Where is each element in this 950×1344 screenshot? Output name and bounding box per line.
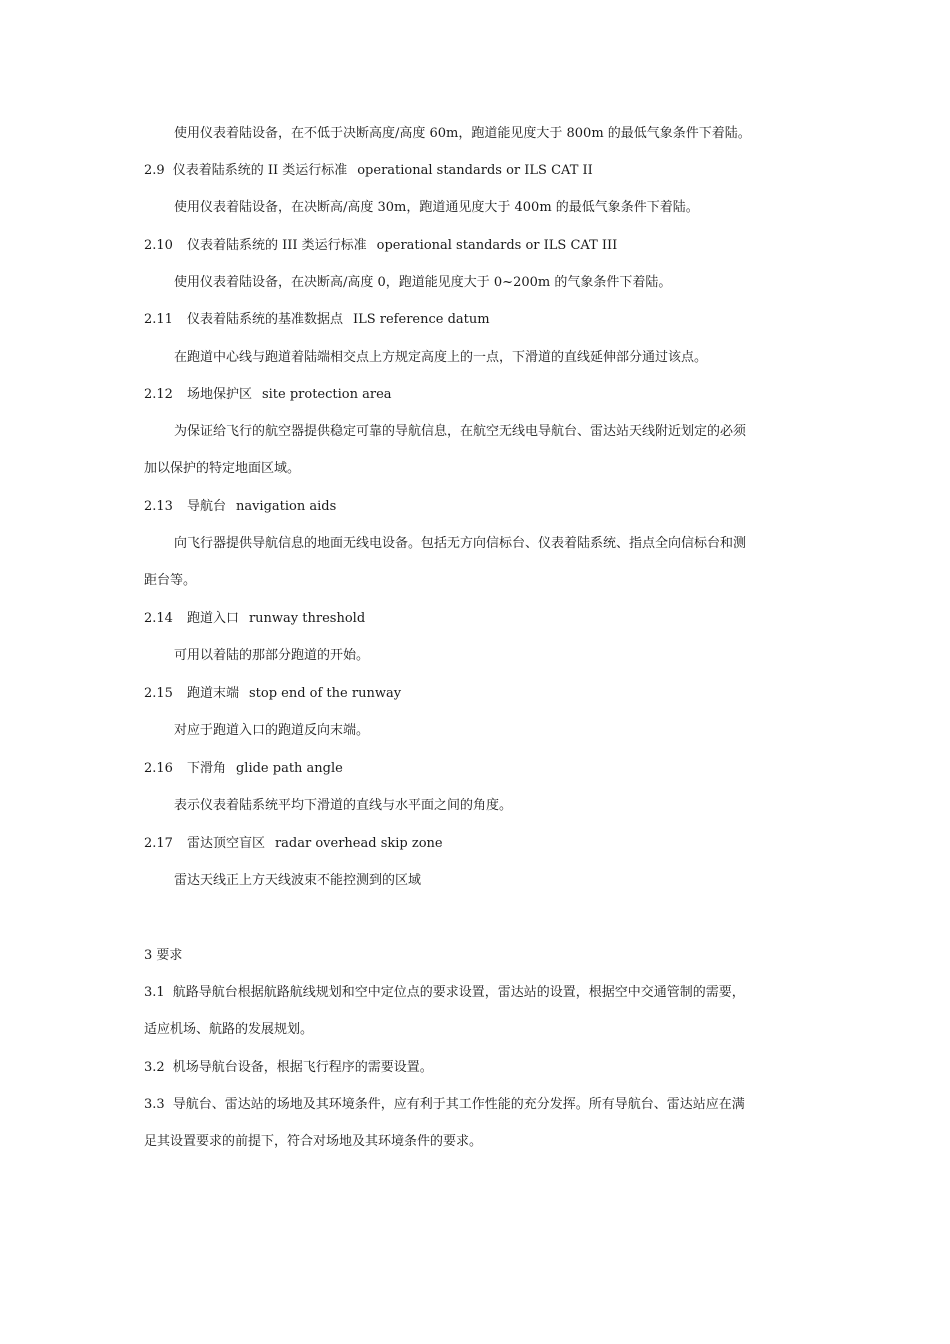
item-3-1-line2 — [144, 1022, 313, 1038]
term-title-zh: 仪表着陆系统的 III 类运行标准 — [186, 238, 367, 253]
term-number: 2.11 — [144, 312, 173, 327]
definition-text: 加以保护的特定地面区域。 — [144, 461, 301, 476]
definition-text: 表示仪表着陆系统平均下滑道的直线与水平面之间的角度。 — [174, 798, 513, 813]
term-title-en: site protection area — [261, 387, 392, 402]
item-number: 3.1 — [144, 985, 165, 1000]
section-heading-text: 3 要求 — [144, 948, 183, 963]
item-text: 机场导航台设备，根据飞行程序的需要设置。 — [172, 1060, 433, 1075]
definition-text: 使用仪表着陆设备，在决断高/高度 30m，跑道通见度大于 400m 的最低气象条件下着陆。 — [174, 200, 699, 215]
definition-text: 使用仪表着陆设备，在决断高/高度 0，跑道能见度大于 0~200m 的气象条件下着陆。 — [174, 275, 672, 290]
definition-text: 距台等。 — [144, 573, 197, 588]
item-3-3-line2 — [144, 1134, 482, 1150]
definition-text: 向飞行器提供导航信息的地面无线电设备。包括无方向信标台、仪表着陆系统、指点全向信标台和测 — [174, 536, 747, 551]
intro-paragraph — [174, 126, 751, 142]
definition-text: 为保证给飞行的航空器提供稳定可靠的导航信息，在航空无线电导航台、雷达站天线附近划定的必须 — [174, 424, 747, 439]
term-title-en: runway threshold — [248, 611, 366, 626]
term-heading-2-10 — [144, 238, 617, 254]
term-definition-2-15 — [174, 723, 369, 739]
term-definition-2-17 — [174, 873, 421, 889]
definition-text: 雷达天线正上方天线波束不能控测到的区域 — [174, 873, 422, 888]
item-text: 足其设置要求的前提下，符合对场地及其环境条件的要求。 — [144, 1134, 483, 1149]
term-definition-2-16 — [174, 798, 512, 814]
definition-text: 在跑道中心线与跑道着陆端相交点上方规定高度上的一点，下滑道的直线延伸部分通过该点。 — [174, 350, 708, 365]
term-definition-2-13-line2 — [144, 573, 196, 589]
term-number: 2.15 — [144, 686, 173, 701]
term-number: 2.9 — [144, 163, 165, 178]
term-definition-2-12-line1 — [174, 424, 746, 440]
item-3-3-line1 — [144, 1097, 745, 1113]
definition-text: 可用以着陆的那部分跑道的开始。 — [174, 648, 370, 663]
term-heading-2-11 — [144, 312, 490, 328]
term-number: 2.14 — [144, 611, 173, 626]
item-number: 3.3 — [144, 1097, 165, 1112]
term-title-zh: 仪表着陆系统的基准数据点 — [186, 312, 343, 327]
term-number: 2.17 — [144, 836, 173, 851]
item-number: 3.2 — [144, 1060, 165, 1075]
term-title-zh: 雷达顶空盲区 — [186, 836, 265, 851]
term-title-zh: 跑道末端 — [186, 686, 239, 701]
term-definition-2-9 — [174, 200, 699, 216]
item-3-1-line1 — [144, 985, 745, 1001]
term-heading-2-13 — [144, 499, 336, 515]
term-definition-2-13-line1 — [174, 536, 746, 552]
term-title-en: operational standards or ILS CAT II — [357, 163, 593, 178]
term-definition-2-10 — [174, 275, 671, 291]
term-heading-2-15 — [144, 686, 401, 702]
item-3-2 — [144, 1060, 433, 1076]
term-heading-2-17 — [144, 836, 443, 852]
term-title-en: operational standards or ILS CAT III — [376, 238, 618, 253]
term-title-zh: 导航台 — [186, 499, 226, 514]
term-number: 2.10 — [144, 238, 173, 253]
term-definition-2-14 — [174, 648, 369, 664]
term-number: 2.13 — [144, 499, 173, 514]
term-title-en: navigation aids — [235, 499, 337, 514]
term-heading-2-12 — [144, 387, 392, 403]
term-title-zh: 仪表着陆系统的 II 类运行标准 — [172, 163, 348, 178]
term-title-en: glide path angle — [235, 761, 343, 776]
term-title-en: radar overhead skip zone — [274, 836, 443, 851]
term-title-zh: 场地保护区 — [186, 387, 252, 402]
term-heading-2-9 — [144, 163, 593, 179]
term-title-zh: 跑道入口 — [186, 611, 239, 626]
intro-text: 使用仪表着陆设备，在不低于决断高度/高度 60m，跑道能见度大于 800m 的最低气象条件下着陆。 — [174, 126, 751, 141]
term-number: 2.16 — [144, 761, 173, 776]
term-number: 2.12 — [144, 387, 173, 402]
section-3-heading — [144, 948, 182, 964]
term-heading-2-14 — [144, 611, 365, 627]
term-heading-2-16 — [144, 761, 343, 777]
term-definition-2-12-line2 — [144, 461, 300, 477]
item-text: 适应机场、航路的发展规划。 — [144, 1022, 314, 1037]
term-title-en: stop end of the runway — [248, 686, 402, 701]
definition-text: 对应于跑道入口的跑道反向末端。 — [174, 723, 370, 738]
term-title-en: ILS reference datum — [352, 312, 490, 327]
item-text: 导航台、雷达站的场地及其环境条件，应有利于其工作性能的充分发挥。所有导航台、雷达站应在满 — [172, 1097, 745, 1112]
item-text: 航路导航台根据航路航线规划和空中定位点的要求设置，雷达站的设置，根据空中交通管制的需要， — [172, 985, 745, 1000]
term-definition-2-11 — [174, 350, 707, 366]
term-title-zh: 下滑角 — [186, 761, 226, 776]
